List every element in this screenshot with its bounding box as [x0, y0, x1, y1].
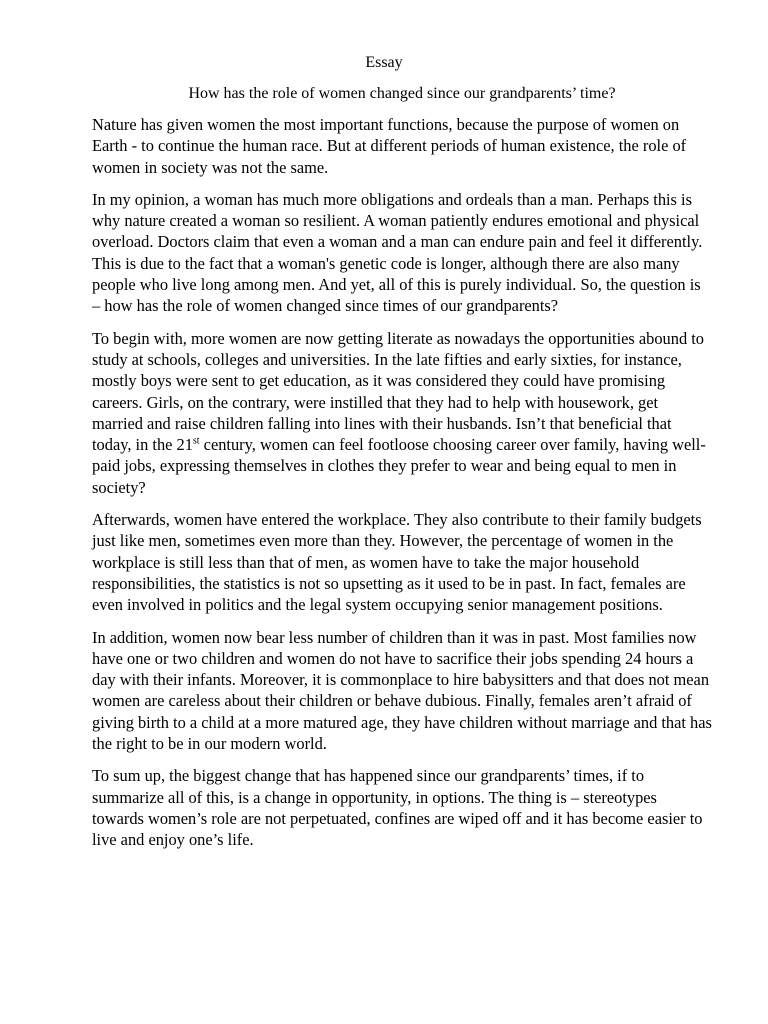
paragraph-opinion: In my opinion, a woman has much more obligations and ordeals than a man. Perhaps this is why nature created a woman so resilient. A woman patiently endures emotional and physical overload. Doctors claim that even a woman and a man can endure pain and feel it differently. This is due to the fact that a woman's genetic code is longer, although there are also many people who live long among men. And yet, all of this is purely individual. So, the question is – how has the role of women changed since times of our grandparents?	[92, 189, 703, 316]
paragraph-workplace: Afterwards, women have entered the workplace. They also contribute to their family budgets just like men, sometimes even more than they. However, the percentage of women in the workplace is still less than that of men, as women have to take the major household responsibilities, the statistics is not so upsetting as it used to be in past. In fact, females are even involved in politics and the legal system occupying senior management positions.	[92, 510, 702, 615]
superscript-st: st	[192, 435, 200, 447]
paragraph-education-part2: century, women can feel footloose choosing career over family, having well-paid jobs, expressing themselves in clothes they prefer to wear and being equal to men in society?	[92, 435, 706, 497]
paragraph-education	[92, 328, 712, 498]
paragraph-children: In addition, women now bear less number of children than it was in past. Most families now have one or two children and women do not have to sacrifice their jobs spending 24 hours a day with their infants. Moreover, it is commonplace to hire babysitters and that does not mean women are careless about their children or behave dubious. Finally, females aren’t afraid of giving birth to a child at a more matured age, they have children without marriage and that has the right to be in our modern world.	[92, 627, 712, 754]
essay-body	[92, 114, 712, 862]
paragraph-education-part1: To begin with, more women are now getting literate as nowadays the opportunities abound to study at schools, colleges and universities. In the late fifties and early sixties, for instance, mostly boys were sent to get education, as it was considered they could have promising careers. Girls, on the contrary, were instilled that they had to help with housework, get married and raise children falling into lines with their husbands. Isn’t that beneficial that today, in the 21	[92, 328, 704, 455]
document-title: Essay	[365, 54, 403, 71]
paragraph-conclusion: To sum up, the biggest change that has happened since our grandparents’ times, if to summarize all of this, is a change in opportunity, in options. The thing is – stereotypes towards women’s role are not perpetuated, confines are wiped off and it has become easier to live and enjoy one’s life.	[92, 766, 703, 850]
essay-question: How has the role of women changed since our grandparents’ time?	[188, 85, 616, 102]
paragraph-intro: Nature has given women the most important functions, because the purpose of women on Earth - to continue the human race. But at different periods of human existence, the role of women in society was not the same.	[92, 115, 687, 177]
